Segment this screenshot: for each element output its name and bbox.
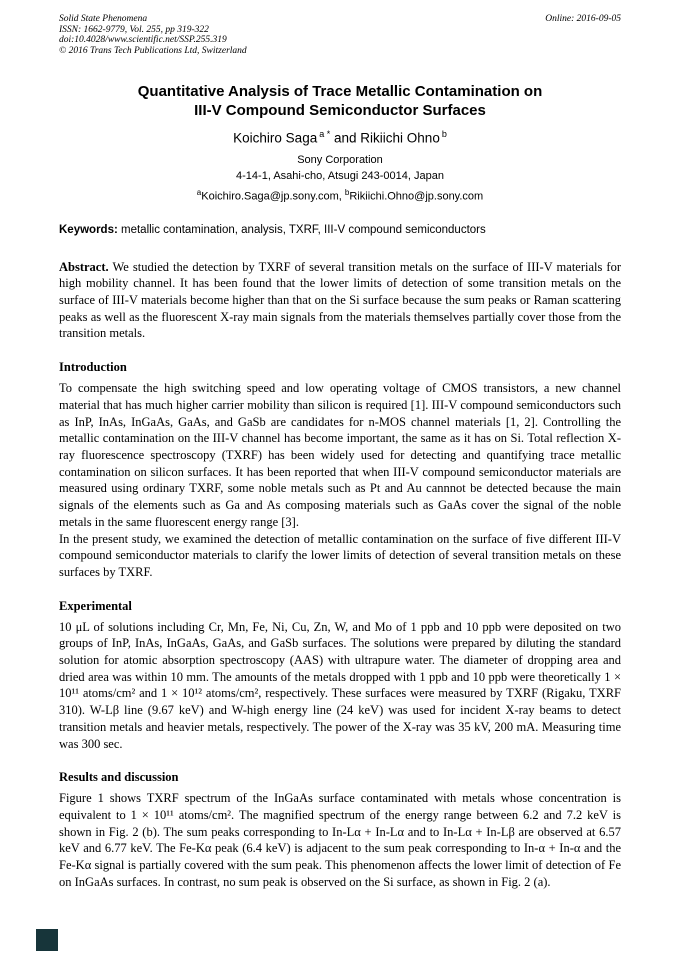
affiliation-emails <box>59 185 621 205</box>
email-1-mark: a <box>196 187 202 197</box>
author-1-affiliation-mark: a * <box>319 129 331 139</box>
affiliation-block <box>59 152 621 205</box>
journal-copyright: © 2016 Trans Tech Publications Ltd, Switzerland <box>59 45 247 56</box>
author-name-2: Rikiichi Ohno <box>360 130 440 146</box>
paragraph-introduction-2: In the present study, we examined the detection of metallic contamination on the surface of five different III-V compound semiconductor materials to clarify the lower limits of detection of several transition metals on these surfaces by TXRF. <box>59 531 621 579</box>
paper-title-line-2: III-V Compound Semiconductor Surfaces <box>194 102 486 119</box>
keywords-line <box>59 224 621 236</box>
section-results <box>59 770 621 890</box>
section-heading-experimental: Experimental <box>59 598 132 613</box>
section-heading-results: Results and discussion <box>59 770 179 785</box>
paragraph-experimental-1: 10 μL of solutions including Cr, Mn, Fe, Ni, Cu, Zn, W, and Mo of 1 ppb and 10 ppb were deposited on two groups of InP, InAs, InGaAs, GaAs, and GaSb surfaces. The solutions were prepared by diluting the standard solution for atomic absorption spectroscopy (AAS) with ultrapure water. The diameter of dropping area and dried area was within 10 mm. The amounts of the metals dropped with 1 ppb and 10 ppb were theoretically 1 × 10¹¹ atoms/cm² and 1 × 10¹² atoms/cm², respectively. These surfaces were measured by TXRF (Rigaku, TXRF 310). W-Lβ line (9.67 keV) and W-high energy line (24 keV) was used for incident X-ray beams to detect transition metals and heavier metals, respectively. The power of the X-ray was 35 kV, 200 mA. Measuring time was 300 sec. <box>59 619 621 751</box>
online-date: Online: 2016-09-05 <box>545 14 621 24</box>
authors-connector: and <box>334 130 357 146</box>
paper-title <box>59 82 621 120</box>
affiliation-organization: Sony Corporation <box>297 153 383 166</box>
section-introduction <box>59 360 621 580</box>
journal-info <box>59 14 247 56</box>
email-2: Rikiichi.Ohno@jp.sony.com <box>349 190 484 203</box>
author-2-affiliation-mark: b <box>441 129 447 139</box>
keywords-label: Keywords: <box>59 223 118 236</box>
author-name-1: Koichiro Saga <box>233 130 318 146</box>
journal-name: Solid State Phenomena <box>59 14 148 24</box>
affiliation-address: 4-14-1, Asahi-cho, Atsugi 243-0014, Japan <box>236 170 444 182</box>
paragraph-results-1: Figure 1 shows TXRF spectrum of the InGaAs surface contaminated with metals whose concentration is equivalent to 1 × 10¹¹ atoms/cm². The magnified spectrum of the energy range between 6.2 and 7.2 keV is shown in Fig. 2 (b). The sum peaks corresponding to In-Lα + In-Lα and to In-Lα + In-Lβ are observed at 6.57 keV and 6.77 keV. The Fe-Kα peak (6.4 keV) is adjacent to the sum peak corresponding to In-α + In-α and the Fe-Kα signal is partially covered with the sum peak. This phenomenon affects the lower limit of detection of Fe on InGaAs surfaces. In contrast, no sum peak is observed on the Si surface, as shown in Fig. 2 (a). <box>59 791 621 889</box>
journal-header <box>59 14 621 56</box>
abstract <box>59 259 621 343</box>
email-1: Koichiro.Saga@jp.sony.com, <box>201 190 342 203</box>
journal-doi: doi:10.4028/www.scientific.net/SSP.255.319 <box>59 35 227 45</box>
scan-corner-mark <box>36 929 58 951</box>
journal-issn: ISSN: 1662-9779, Vol. 255, pp 319-322 <box>59 24 209 35</box>
paper-title-line-1: Quantitative Analysis of Trace Metallic Contamination on <box>137 83 543 100</box>
keywords-text: metallic contamination, analysis, TXRF, III-V compound semiconductors <box>121 223 486 236</box>
section-experimental <box>59 599 621 753</box>
abstract-text: We studied the detection by TXRF of several transition metals on the surface of III-V materials for high mobility channel. It has been found that the lower limits of detection of some transition metals on the surface of III-V materials become higher than that on the Si surface because the sum peaks or Raman scattering peaks as well as the fluorescent X-ray main signals from the materials themselves partially cover those from the transition metals. <box>59 259 621 341</box>
section-heading-introduction: Introduction <box>59 360 127 375</box>
authors-line <box>59 129 621 146</box>
abstract-label: Abstract. <box>59 259 109 274</box>
email-2-mark: b <box>344 187 350 197</box>
paragraph-introduction-1: To compensate the high switching speed and low operating voltage of CMOS transistors, a new channel material that has much higher carrier mobility than silicon is required [1]. III-V compound semiconductors such as InP, InAs, InGaAs, GaAs, and GaSb are candidates for n-MOS channel materials [1, 2]. Controlling the metallic contamination on the III-V channel has become important, the same as it has on Si. Total reflection X-ray fluorescence spectroscopy (TXRF) has been widely used for detecting and quantifying trace metallic contamination on silicon surfaces. It has been reported that when III-V compound semiconductor materials are measured using ordinary TXRF, some noble metals such as Pt and Au cannnot be detected because the main signals of the elements such as Ga and As composing materials such as GaAs cover the signal of the noble metals in the same fluorescent energy range [3]. <box>59 381 621 529</box>
